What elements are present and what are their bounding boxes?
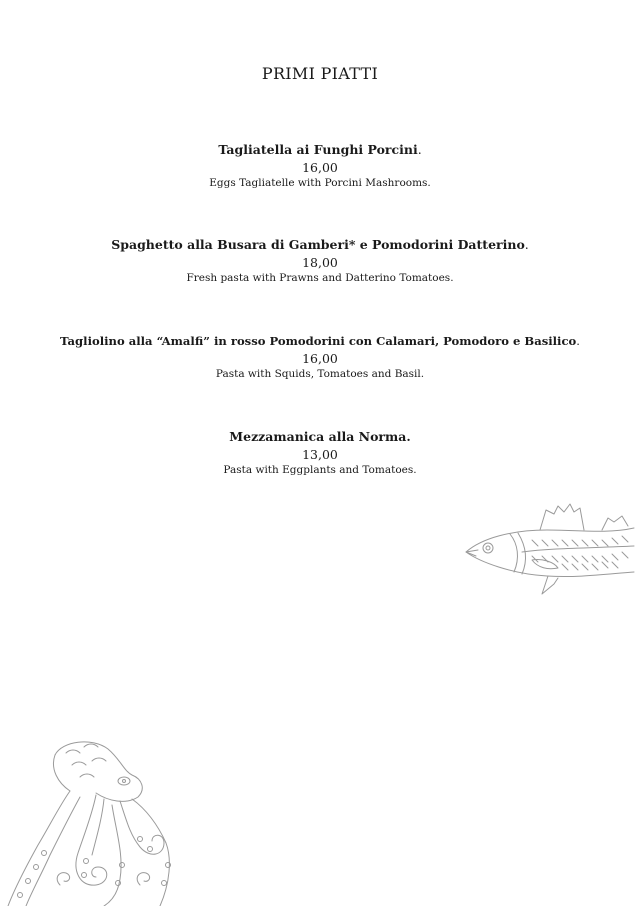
dish-description: Pasta with Eggplants and Tomatoes. [223, 464, 417, 476]
fish-sketch-icon [462, 500, 640, 600]
octopus-sketch-icon [0, 735, 178, 906]
dish-name: Spaghetto alla Busara di Gamberi* e Pomodorini Datterino. [111, 237, 529, 252]
menu-item-mezzamanica [0, 428, 640, 478]
dish-price: 18,00 [302, 255, 338, 270]
dish-price: 16,00 [302, 351, 338, 366]
dish-description: Pasta with Squids, Tomatoes and Basil. [215, 368, 425, 380]
dish-description: Eggs Tagliatelle with Porcini Mashrooms. [209, 177, 431, 189]
dish-price: 16,00 [302, 160, 338, 175]
menu-item-tagliolino [0, 332, 640, 382]
page-title: PRIMI PIATTI [261, 64, 379, 83]
menu-item-tagliatella [0, 141, 640, 191]
menu-item-spaghetto [0, 236, 640, 286]
dish-name: Tagliatella ai Funghi Porcini. [218, 142, 422, 157]
dish-name: Tagliolino alla “Amalfi” in rosso Pomodorini con Calamari, Pomodoro e Basilico. [60, 334, 580, 348]
dish-name: Mezzamanica alla Norma. [229, 429, 411, 444]
dish-price: 13,00 [302, 447, 338, 462]
dish-description: Fresh pasta with Prawns and Datterino Tomatoes. [186, 272, 454, 284]
